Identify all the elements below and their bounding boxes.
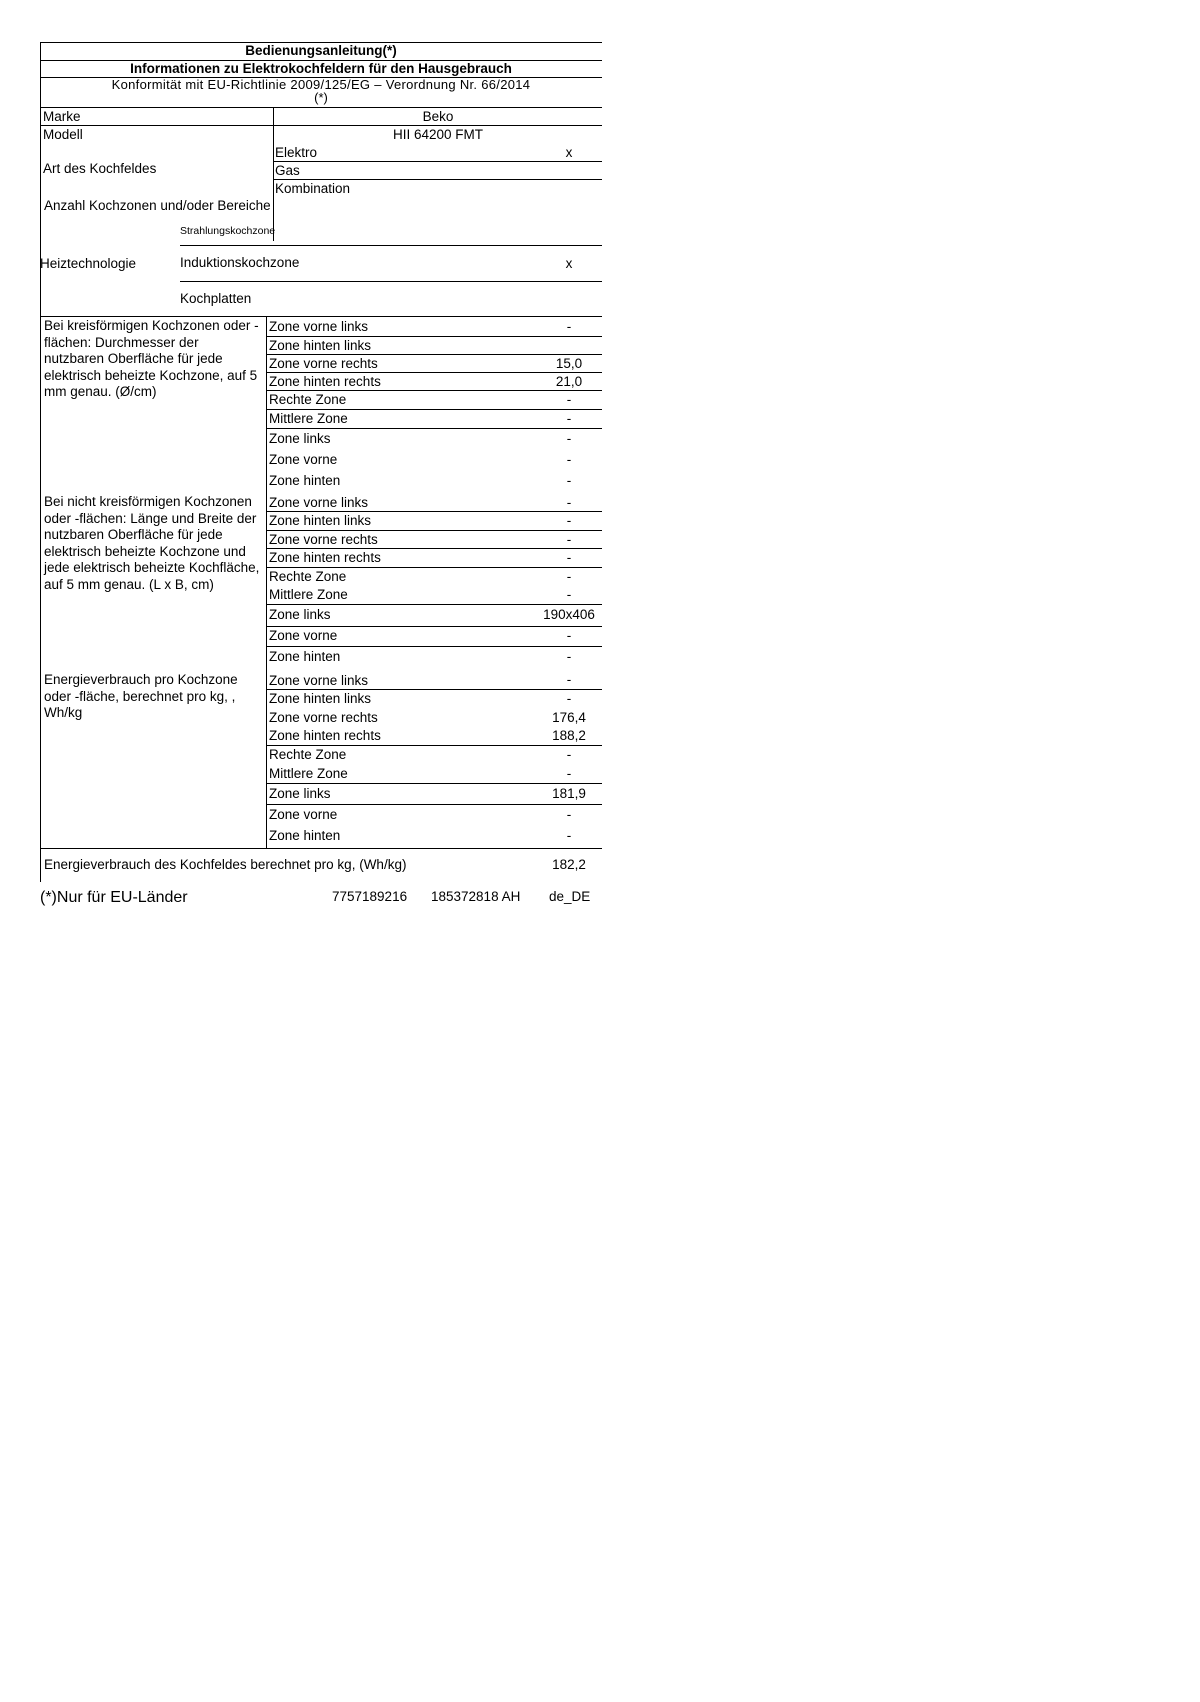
zone-row-label: Rechte Zone xyxy=(269,392,347,407)
zone-row-label: Mittlere Zone xyxy=(269,411,348,426)
heating-induction: Induktionskochzone xyxy=(180,255,300,270)
table-left-border xyxy=(40,42,41,882)
zone-row-value: 190x406 xyxy=(543,607,595,622)
zone-row-value: - xyxy=(566,587,572,602)
zone-row-value: 176,4 xyxy=(552,710,586,725)
zone-row-value: - xyxy=(566,513,572,528)
footer-code-2: 185372818 AH xyxy=(431,889,521,904)
zone-row-value: - xyxy=(566,807,572,822)
zone-row-value: 181,9 xyxy=(552,786,586,801)
zone-row-label: Zone hinten links xyxy=(269,513,372,528)
zone-row-label: Zone vorne rechts xyxy=(269,356,378,371)
zones-column-divider xyxy=(266,316,267,848)
model-value: HII 64200 FMT xyxy=(392,127,484,142)
zone-row-label: Zone vorne rechts xyxy=(269,710,378,725)
zone-row-label: Zone vorne xyxy=(269,628,338,643)
zone-row-label: Zone links xyxy=(269,607,331,622)
conformity-line: Konformität mit EU-Richtlinie 2009/125/EG – Verordnung Nr. 66/2014 xyxy=(111,77,531,92)
hob-type-combination: Kombination xyxy=(275,181,351,196)
total-energy-label: Energieverbrauch des Kochfeldes berechnet pro kg, (Wh/kg) xyxy=(44,857,407,872)
zone-row-label: Mittlere Zone xyxy=(269,766,348,781)
zone-row-value: - xyxy=(566,392,572,407)
zone-row-label: Rechte Zone xyxy=(269,747,347,762)
conformity-note: (*) xyxy=(314,90,328,105)
zone-row-label: Zone vorne links xyxy=(269,319,369,334)
zone-row-value: - xyxy=(566,532,572,547)
zones-count-label: Anzahl Kochzonen und/oder Bereiche xyxy=(44,198,271,213)
brand-label: Marke xyxy=(43,109,81,124)
document-title: Bedienungsanleitung(*) xyxy=(245,43,397,58)
footer-code-1: 7757189216 xyxy=(332,889,408,904)
zone-row-value: - xyxy=(566,319,572,334)
hob-type-gas: Gas xyxy=(275,163,300,178)
footer-note: (*)Nur für EU-Länder xyxy=(40,889,188,906)
total-energy-value: 182,2 xyxy=(552,857,586,872)
zone-row-label: Zone hinten xyxy=(269,473,341,488)
zone-row-value: - xyxy=(566,747,572,762)
zone-row-label: Zone vorne links xyxy=(269,495,369,510)
zone-row-value: - xyxy=(566,452,572,467)
heating-induction-mark: x xyxy=(565,256,573,271)
document-subtitle: Informationen zu Elektrokochfeldern für den Hausgebrauch xyxy=(130,61,512,76)
zone-row-value: - xyxy=(566,550,572,565)
zone-row-value: - xyxy=(566,766,572,781)
zone-row-label: Zone hinten rechts xyxy=(269,550,381,565)
zone-row-value: - xyxy=(566,628,572,643)
zone-row-value: - xyxy=(566,411,572,426)
hob-type-label: Art des Kochfeldes xyxy=(43,161,157,176)
zone-row-label: Zone vorne links xyxy=(269,673,369,688)
zone-row-value: - xyxy=(566,691,572,706)
brand-value: Beko xyxy=(422,109,454,124)
zone-row-value: - xyxy=(566,672,572,687)
heating-hotplates: Kochplatten xyxy=(180,291,252,306)
zone-row-value: - xyxy=(566,473,572,488)
zone-row-label: Zone hinten xyxy=(269,828,341,843)
zone-row-label: Zone hinten rechts xyxy=(269,374,381,389)
zone-row-label: Mittlere Zone xyxy=(269,587,348,602)
zone-row-label: Zone vorne xyxy=(269,452,338,467)
zone-row-label: Zone hinten xyxy=(269,649,341,664)
zone-row-label: Zone hinten rechts xyxy=(269,728,381,743)
zone-row-value: 188,2 xyxy=(552,728,586,743)
zone-row-label: Zone hinten links xyxy=(269,338,372,353)
zone-row-value: - xyxy=(566,495,572,510)
zone-row-value: - xyxy=(566,431,572,446)
zone-row-label: Zone links xyxy=(269,431,331,446)
hob-type-electric-mark: x xyxy=(565,145,573,160)
heating-radiant: Strahlungskochzone xyxy=(180,225,276,237)
section-description-dimensions: Bei nicht kreisförmigen Kochzonen oder -flächen: Länge und Breite der nutzbaren Oberfläche für jede elektrisch beheizte Kochzone und jede elektrisch beheizte Kochfläche, auf 5 mm genau. (L x B, cm) xyxy=(44,494,260,592)
heating-technology-label: Heiztechnologie xyxy=(40,256,137,271)
zone-row-label: Zone vorne rechts xyxy=(269,532,378,547)
zone-row-label: Zone hinten links xyxy=(269,691,372,706)
zone-row-label: Rechte Zone xyxy=(269,569,347,584)
zone-row-value: - xyxy=(566,649,572,664)
model-label: Modell xyxy=(43,127,83,142)
section-description-energy: Energieverbrauch pro Kochzone oder -fläche, berechnet pro kg, , Wh/kg xyxy=(44,672,238,720)
zone-row-value: - xyxy=(566,828,572,843)
hob-type-electric: Elektro xyxy=(275,145,318,160)
zone-row-value: 21,0 xyxy=(555,374,583,389)
zone-row-label: Zone vorne xyxy=(269,807,338,822)
section-description-diameter: Bei kreisförmigen Kochzonen oder -flächen: Durchmesser der nutzbaren Oberfläche für jede elektrisch beheizte Kochzone, auf 5 mm genau. (Ø/cm) xyxy=(44,318,259,399)
zone-row-value: 15,0 xyxy=(555,356,583,371)
zone-row-label: Zone links xyxy=(269,786,331,801)
zone-row-value: - xyxy=(566,569,572,584)
footer-locale: de_DE xyxy=(549,889,591,904)
